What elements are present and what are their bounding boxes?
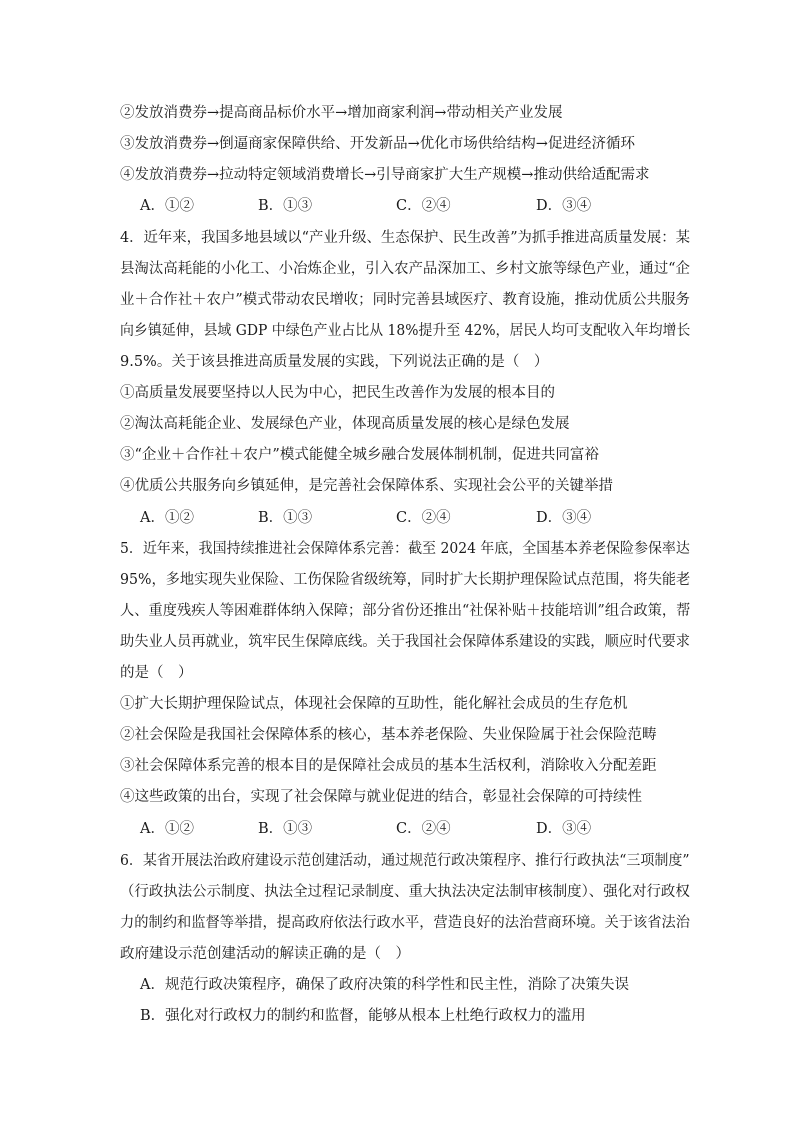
q5-stem-line: 95%，多地实现失业保险、工伤保险省级统筹，同时扩大长期护理保险试点范围，将失能老 bbox=[120, 572, 691, 588]
q4-stem-line: 向乡镇延伸，县域 GDP 中绿色产业占比从 18%提升至 42%，居民人均可支配收入年均增长 bbox=[120, 323, 691, 339]
q6-choice-a: A．规范行政决策程序，确保了政府决策的科学性和民主性，消除了决策失误 bbox=[140, 977, 629, 993]
q4-item-2: ②淘汰高耗能企业、发展绿色产业，体现高质量发展的核心是绿色发展 bbox=[120, 416, 570, 432]
q5-item-3: ③社会保障体系完善的根本目的是保障社会成员的基本生活权利，消除收入分配差距 bbox=[120, 758, 657, 774]
q3-item-3: ③发放消费券→倒逼商家保障供给、开发新品→优化市场供给结构→促进经济循环 bbox=[120, 136, 635, 152]
q4-stem-line: 9.5%。关于该县推进高质量发展的实践，下列说法正确的是（ ） bbox=[120, 354, 549, 370]
q4-stem-line: 业＋合作社＋农户”模式带动农民增收；同时完善县域医疗、教育设施，推动优质公共服务 bbox=[120, 292, 690, 308]
q3-item-2: ②发放消费券→提高商品标价水平→增加商家利润→带动相关产业发展 bbox=[120, 105, 563, 121]
q6-stem-line: 政府建设示范创建活动的解读正确的是（ ） bbox=[120, 946, 410, 962]
q6-stem-line: （行政执法公示制度、执法全过程记录制度、重大执法决定法制审核制度）、强化对行政权 bbox=[120, 884, 690, 900]
q5-stem-line: 的是（ ） bbox=[120, 665, 193, 681]
option-a: A．①② bbox=[140, 198, 194, 214]
q6-stem-line: 力的制约和监督等举措，提高政府依法行政水平，营造良好的法治营商环境。关于该省法治 bbox=[120, 915, 691, 931]
option-d: D．③④ bbox=[536, 821, 592, 837]
option-d: D．③④ bbox=[536, 198, 592, 214]
option-c: C．②④ bbox=[396, 198, 451, 214]
q4-stem-line: 4．近年来，我国多地县域以“产业升级、生态保护、民生改善”为抓手推进高质量发展：某 bbox=[120, 230, 691, 246]
option-c: C．②④ bbox=[396, 510, 451, 526]
q4-item-3: ③“企业＋合作社＋农户”模式能健全城乡融合发展体制机制，促进共同富裕 bbox=[120, 447, 599, 463]
q6-stem-line: 6．某省开展法治政府建设示范创建活动，通过规范行政决策程序、推行行政执法“三项制度” bbox=[120, 853, 690, 869]
option-b: B．①③ bbox=[258, 821, 313, 837]
option-b: B．①③ bbox=[258, 198, 313, 214]
q4-item-1: ①高质量发展要坚持以人民为中心，把民生改善作为发展的根本目的 bbox=[120, 385, 555, 401]
q5-stem-line: 人、重度残疾人等困难群体纳入保障；部分省份还推出“社保补贴＋技能培训”组合政策，帮 bbox=[120, 603, 691, 619]
option-a: A．①② bbox=[140, 510, 194, 526]
q5-item-4: ④这些政策的出台，实现了社会保障与就业促进的结合，彰显社会保障的可持续性 bbox=[120, 789, 642, 805]
q5-item-1: ①扩大长期护理保险试点，体现社会保障的互助性，能化解社会成员的生存危机 bbox=[120, 696, 628, 712]
q5-item-2: ②社会保险是我国社会保障体系的核心，基本养老保险、失业保险属于社会保险范畴 bbox=[120, 727, 657, 743]
q3-item-4: ④发放消费券→拉动特定领域消费增长→引导商家扩大生产规模→推动供给适配需求 bbox=[120, 167, 650, 183]
option-c: C．②④ bbox=[396, 821, 451, 837]
option-d: D．③④ bbox=[536, 510, 592, 526]
option-b: B．①③ bbox=[258, 510, 313, 526]
q5-stem-line: 5．近年来，我国持续推进社会保障体系完善：截至 2024 年底，全国基本养老保险参保率达 bbox=[120, 541, 690, 557]
option-a: A．①② bbox=[140, 821, 194, 837]
q5-stem-line: 助失业人员再就业，筑牢民生保障底线。关于我国社会保障体系建设的实践，顺应时代要求 bbox=[120, 634, 691, 650]
q6-choice-b: B．强化对行政权力的制约和监督，能够从根本上杜绝行政权力的滥用 bbox=[140, 1008, 586, 1024]
q4-stem-line: 县淘汰高耗能的小化工、小冶炼企业，引入农产品深加工、乡村文旅等绿色产业，通过“企 bbox=[120, 261, 690, 277]
q4-item-4: ④优质公共服务向乡镇延伸，是完善社会保障体系、实现社会公平的关键举措 bbox=[120, 478, 613, 494]
